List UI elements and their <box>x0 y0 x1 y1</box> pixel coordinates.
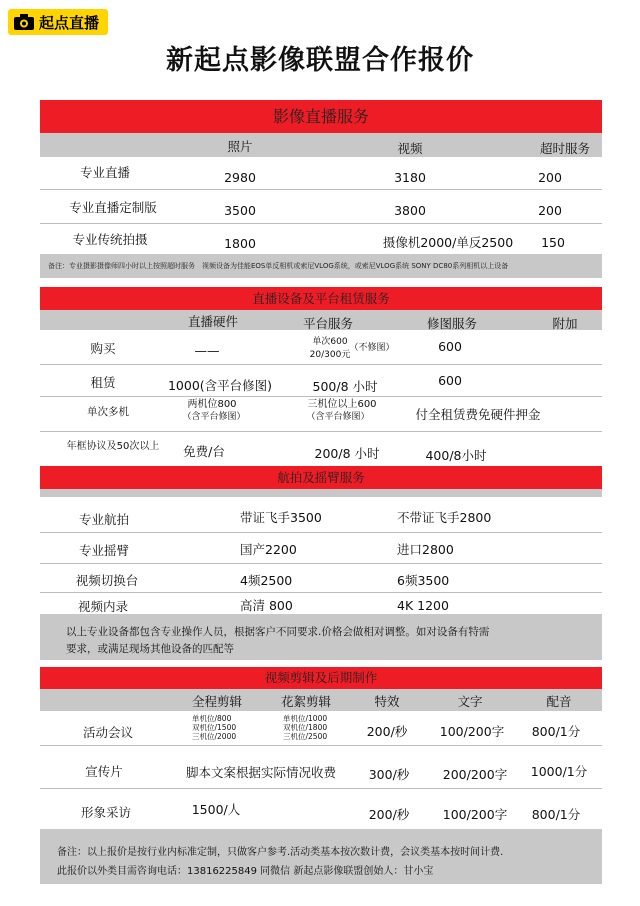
cell-full-edit: 1500/人 <box>191 802 241 817</box>
row-divider <box>40 364 602 365</box>
cell-video: 摄像机2000/单反2500 <box>382 235 514 250</box>
cell-full-edit-triple: 三机位/2000 <box>192 732 237 741</box>
cell-platform: 200/8 小时 <box>314 446 380 461</box>
cell-option-b: 进口2800 <box>397 542 454 557</box>
row-name: 专业传统拍摄 <box>72 232 148 247</box>
cell-voice: 800/1分 <box>531 807 581 822</box>
brand-logo <box>8 9 108 35</box>
cell-video: 3180 <box>394 170 426 185</box>
cell-highlight-edit-list <box>283 714 327 741</box>
row-name: 专业摇臂 <box>78 543 130 558</box>
row-name: 专业航拍 <box>78 512 130 527</box>
col-header-retouch: 修图服务 <box>426 316 478 331</box>
cell-option-a: 国产2200 <box>240 542 297 557</box>
section-edit-title: 视频剪辑及后期制作 <box>40 667 602 689</box>
row-name: 专业直播 <box>79 165 131 180</box>
cell-hardware-1: 两机位800 <box>187 399 237 410</box>
row-name: 视频内录 <box>77 599 129 614</box>
row-name: 专业直播定制版 <box>69 200 157 215</box>
cell-highlight-edit-double: 双机位/1800 <box>283 723 328 732</box>
footer-note-line2: 此报价以外类目需咨询电话：13816225849 同微信 新起点影像联盟创始人：甘小宝 <box>57 866 434 877</box>
camera-icon <box>13 13 35 31</box>
row-divider <box>40 532 602 533</box>
col-header-extra: 附加 <box>552 316 578 331</box>
cell-full-edit-list <box>192 714 236 741</box>
cell-retouch: 600 <box>438 339 462 354</box>
cell-platform-2: （含平台修图） <box>306 412 370 422</box>
cell-option-a: 带证飞手3500 <box>240 510 322 525</box>
cell-photo: 1800 <box>224 236 256 251</box>
cell-option-b: 6频3500 <box>397 573 450 588</box>
cell-overtime: 200 <box>538 203 562 218</box>
cell-voice: 800/1分 <box>531 724 581 739</box>
row-name: 视频切换台 <box>75 573 139 588</box>
cell-video: 3800 <box>394 203 426 218</box>
cell-overtime: 200 <box>538 170 562 185</box>
cell-photo: 3500 <box>224 203 256 218</box>
col-header-effects: 特效 <box>374 694 400 709</box>
row-name: 租赁 <box>90 375 116 390</box>
col-header-photo: 照片 <box>227 139 253 154</box>
cell-photo: 2980 <box>224 170 256 185</box>
row-name: 宣传片 <box>85 764 123 779</box>
cell-platform-note: （不修图） <box>349 343 395 353</box>
row-name: 活动会议 <box>82 725 134 740</box>
cell-option-b: 不带证飞手2800 <box>397 510 492 525</box>
cell-hardware: 1000(含平台修图) <box>167 378 273 393</box>
col-header-hardware: 直播硬件 <box>187 314 239 329</box>
cell-platform: 500/8 小时 <box>312 379 378 394</box>
row-divider <box>40 745 602 746</box>
col-header-overtime: 超时服务 <box>539 141 591 156</box>
cell-overtime: 150 <box>541 235 565 250</box>
section-rental-title: 直播设备及平台租赁服务 <box>40 287 602 310</box>
cell-option-b: 4K 1200 <box>397 598 449 613</box>
row-name: 购买 <box>90 341 116 356</box>
section-aerial-note-line1: 以上专业设备都包含专业操作人员，根据客户不同要求.价格会做相对调整。如对设备有特需 <box>66 626 490 638</box>
col-header-voice: 配音 <box>546 694 572 709</box>
col-header-video: 视频 <box>397 141 423 156</box>
row-divider <box>40 189 602 190</box>
row-divider <box>40 223 602 224</box>
cell-highlight-edit-triple: 三机位/2500 <box>283 732 328 741</box>
col-header-text: 文字 <box>457 694 483 709</box>
cell-text: 200/200字 <box>442 767 508 782</box>
row-name: 年框协议及50次以上 <box>66 441 160 452</box>
row-divider <box>40 396 602 397</box>
cell-text: 100/200字 <box>442 807 508 822</box>
cell-highlight-edit-single: 单机位/1000 <box>283 714 328 723</box>
col-header-platform: 平台服务 <box>302 316 354 331</box>
cell-retouch: 600 <box>438 373 462 388</box>
cell-hardware-2: （含平台修图） <box>182 412 246 422</box>
row-name: 形象采访 <box>80 805 132 820</box>
row-name: 单次多机 <box>87 406 129 418</box>
cell-hardware: —— <box>194 343 220 358</box>
col-header-full-edit: 全程剪辑 <box>191 694 243 709</box>
row-divider <box>40 592 602 593</box>
section-live-note: 备注：专业摄影摄像师四小时以上按照超时服务 视频设备为佳能EOS单反相机或索尼VLOG系统，或索尼VLOG系统 SONY DC80系列相机以上设备 <box>48 262 509 270</box>
page-title: 新起点影像联盟合作报价 <box>166 45 474 76</box>
cell-platform-1: 单次600 <box>312 337 348 347</box>
footer-note-line1: 备注：以上报价是按行业内标准定制，只做客户参考.活动类基本按次数计费，会议类基本按时间计费. <box>57 847 504 858</box>
section-aerial-note-line2: 要求，或满足现场其他设备的匹配等 <box>66 643 234 655</box>
cell-option-a: 4频2500 <box>240 573 293 588</box>
cell-hardware: 免费/台 <box>183 444 225 459</box>
cell-effects: 200/秒 <box>368 807 410 822</box>
cell-platform-2: 20/300元 <box>309 350 351 360</box>
cell-platform-1: 三机位以上600 <box>307 399 377 410</box>
section-aerial-header <box>40 489 602 497</box>
cell-text: 100/200字 <box>439 724 505 739</box>
section-live-title: 影像直播服务 <box>40 100 602 133</box>
cell-effects: 300/秒 <box>368 767 410 782</box>
row-divider <box>40 431 602 432</box>
row-divider <box>40 563 602 564</box>
cell-retouch: 400/8小时 <box>425 448 487 463</box>
cell-extra: 付全租赁费免硬件押金 <box>415 407 541 422</box>
cell-full-edit-single: 单机位/800 <box>192 714 232 723</box>
cell-option-a: 高清 800 <box>240 598 293 613</box>
cell-full-edit-double: 双机位/1500 <box>192 723 237 732</box>
cell-voice: 1000/1分 <box>530 764 588 779</box>
cell-effects: 200/秒 <box>366 724 408 739</box>
section-aerial-title: 航拍及摇臂服务 <box>40 466 602 489</box>
col-header-highlight-edit: 花絮剪辑 <box>280 694 332 709</box>
logo-text: 起点直播 <box>39 13 100 32</box>
row-divider <box>40 788 602 789</box>
cell-span-note: 脚本文案根据实际情况收费 <box>185 765 337 780</box>
section-live-header <box>40 133 602 157</box>
